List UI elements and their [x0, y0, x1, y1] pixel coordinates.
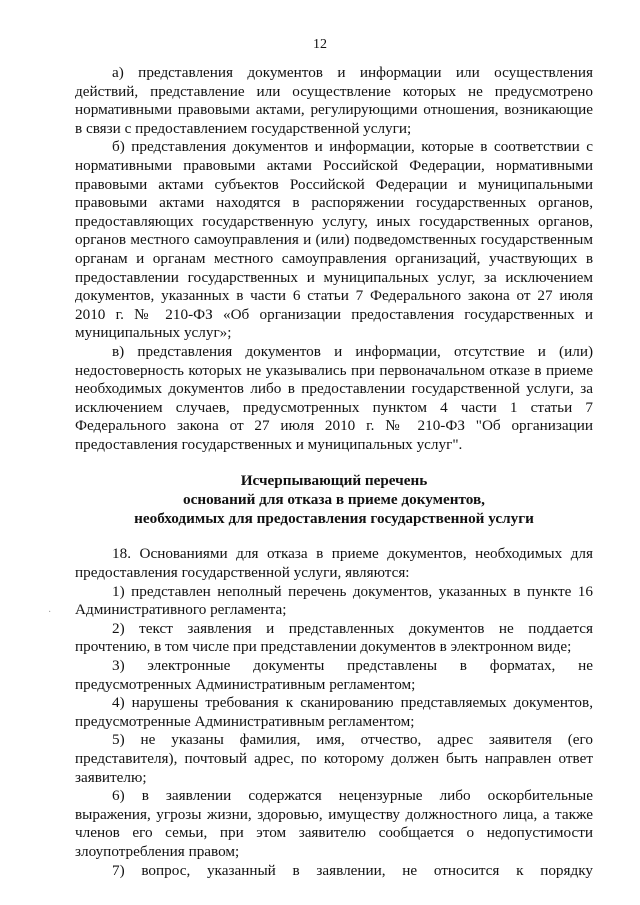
list-item-4: 4) нарушены требования к сканированию представляемых документов, предусмотренные Административным регламентом; [75, 694, 593, 730]
list-item-7: 7) вопрос, указанный в заявлении, не относится к порядку [112, 861, 593, 879]
page-number: 12 [313, 37, 327, 52]
list-item-6: 6) в заявлении содержатся нецензурные либо оскорбительные выражения, угрозы жизни, здоровью, имуществу должностного лица, а также членов его семьи, при этом заявителю сообщается о недопустимости злоупотребления правом; [75, 787, 593, 860]
list-item-1: 1) представлен неполный перечень документов, указанных в пункте 16 Административного регламента; [75, 582, 593, 619]
paragraph-v: в) представления документов и информации, отсутствие и (или) недостоверность которых не указывались при первоначальном отказе в приеме необходимых документов либо в предоставлении государственной услуги, за исключением случаев, предусмотренных пунктом 4 части 1 статьи 7 Федерального закона от 27 июля 2010 г. № 210-ФЗ "Об организации предоставления государственных и муниципальных услуг". [75, 342, 593, 453]
paragraph-b: б) представления документов и информации, которые в соответствии с нормативными правовыми актами Российской Федерации, нормативными правовыми актами субъектов Российской Федерации и муниципальными правовыми актами находятся в распоряжении государственных органов, предоставляющих государственную услугу, иных государственных органов, органов местного самоуправления и (или) подведомственных государственным органам и органам местного самоуправления организаций, участвующих в предоставлении государственных и муниципальных услуг, за исключением документов, указанных в части 6 статьи 7 Федерального закона от 27 июля 2010 г. № 210-ФЗ «Об организации предоставления государственных и муниципальных услуг»; [75, 138, 593, 342]
scan-mark: · [48, 607, 52, 618]
list-item-5: 5) не указаны фамилия, имя, отчество, адрес заявителя (его представителя), почтовый адрес, по которому должен быть направлен ответ заявителю; [75, 731, 593, 786]
paragraph-a: а) представления документов и информации или осуществления действий, представление или осуществление которых не предусмотрено нормативными правовыми актами, регулирующими отношения, возникающие в связи с предоставлением государственной услуги; [75, 64, 593, 137]
section-heading-line-1: Исчерпывающий перечень [240, 472, 428, 490]
section-heading-line-3: необходимых для предоставления государственной услуги [134, 510, 534, 528]
paragraph-18: 18. Основаниями для отказа в приеме документов, необходимых для предоставления государственной услуги, являются: [75, 545, 593, 582]
document-body [75, 64, 593, 880]
list-item-2: 2) текст заявления и представленных документов не поддается прочтению, в том числе при представлении документов в электронном виде; [75, 619, 593, 656]
section-heading-line-2: оснований для отказа в приеме документов, [183, 491, 485, 509]
list-item-3: 3) электронные документы представлены в форматах, не предусмотренных Административным регламентом; [75, 657, 593, 693]
